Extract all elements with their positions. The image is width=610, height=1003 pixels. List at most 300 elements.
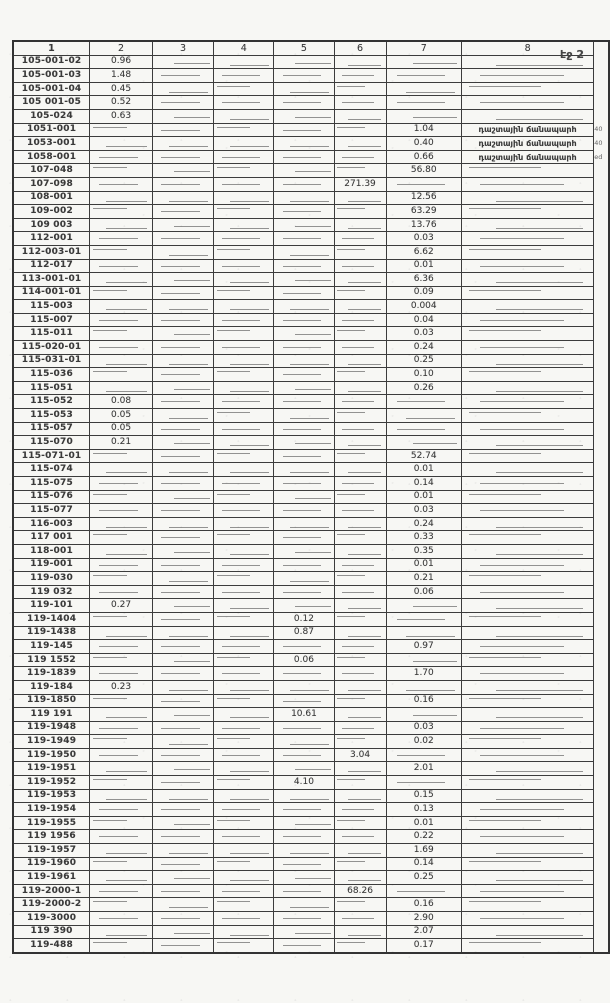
value-cell bbox=[274, 286, 334, 300]
value-cell bbox=[386, 708, 461, 722]
table-row bbox=[13, 477, 609, 491]
value-cell bbox=[214, 884, 274, 898]
value-cell bbox=[90, 273, 153, 287]
value-cell bbox=[274, 789, 334, 803]
value-cell bbox=[334, 123, 386, 137]
value-cell bbox=[152, 748, 213, 762]
value-cell bbox=[214, 123, 274, 137]
value-cell bbox=[152, 205, 213, 219]
row-id-cell: 1053-001 bbox=[13, 137, 90, 151]
table-row bbox=[13, 341, 609, 355]
value-cell: 0.14 bbox=[386, 857, 461, 871]
value-cell bbox=[90, 354, 153, 368]
value-cell bbox=[386, 96, 461, 110]
value-cell: 0.14 bbox=[386, 477, 461, 491]
margin-note bbox=[594, 232, 609, 246]
value-cell bbox=[90, 558, 153, 572]
column-header-1: 1 bbox=[13, 41, 90, 55]
value-cell bbox=[274, 191, 334, 205]
value-cell bbox=[274, 694, 334, 708]
row-id-cell: 119-1850 bbox=[13, 694, 90, 708]
value-cell: 0.25 bbox=[386, 354, 461, 368]
value-cell bbox=[152, 830, 213, 844]
table-row bbox=[13, 300, 609, 314]
value-cell: 0.01 bbox=[386, 816, 461, 830]
value-cell bbox=[90, 123, 153, 137]
value-cell bbox=[334, 830, 386, 844]
value-cell bbox=[461, 109, 593, 123]
row-id-cell: 115-011 bbox=[13, 327, 90, 341]
value-cell bbox=[461, 626, 593, 640]
value-cell bbox=[274, 898, 334, 912]
value-cell bbox=[90, 721, 153, 735]
value-cell bbox=[90, 803, 153, 817]
value-cell bbox=[90, 857, 153, 871]
value-cell bbox=[386, 409, 461, 423]
table-row bbox=[13, 286, 609, 300]
value-cell: 0.16 bbox=[386, 898, 461, 912]
margin-note bbox=[594, 925, 609, 939]
value-cell bbox=[274, 164, 334, 178]
margin-note bbox=[594, 82, 609, 96]
value-cell: 0.08 bbox=[90, 395, 153, 409]
value-cell bbox=[214, 96, 274, 110]
value-cell bbox=[90, 205, 153, 219]
value-cell bbox=[334, 191, 386, 205]
row-id-cell: 115-070 bbox=[13, 436, 90, 450]
table-row bbox=[13, 259, 609, 273]
table-row bbox=[13, 626, 609, 640]
table-row bbox=[13, 803, 609, 817]
value-cell bbox=[334, 803, 386, 817]
value-cell: 0.10 bbox=[386, 368, 461, 382]
value-cell bbox=[461, 599, 593, 613]
value-cell bbox=[334, 898, 386, 912]
value-cell bbox=[274, 177, 334, 191]
value-cell bbox=[90, 286, 153, 300]
value-cell: 0.45 bbox=[90, 82, 153, 96]
value-cell bbox=[334, 69, 386, 83]
value-cell bbox=[334, 694, 386, 708]
value-cell bbox=[274, 857, 334, 871]
value-cell bbox=[334, 55, 386, 69]
table-row bbox=[13, 572, 609, 586]
table-row bbox=[13, 735, 609, 749]
value-cell: 0.27 bbox=[90, 599, 153, 613]
value-cell bbox=[214, 925, 274, 939]
value-cell bbox=[274, 735, 334, 749]
value-cell bbox=[90, 572, 153, 586]
value-cell: 2.01 bbox=[386, 762, 461, 776]
margin-note bbox=[594, 368, 609, 382]
value-cell bbox=[214, 327, 274, 341]
value-cell bbox=[90, 830, 153, 844]
value-cell bbox=[274, 884, 334, 898]
value-cell bbox=[152, 925, 213, 939]
value-cell bbox=[152, 844, 213, 858]
value-cell: 1.04 bbox=[386, 123, 461, 137]
value-cell bbox=[214, 422, 274, 436]
margin-note bbox=[594, 898, 609, 912]
margin-note bbox=[594, 96, 609, 110]
row-id-cell: 115-007 bbox=[13, 313, 90, 327]
value-cell bbox=[152, 69, 213, 83]
row-id-cell: 107-098 bbox=[13, 177, 90, 191]
value-cell bbox=[152, 898, 213, 912]
value-cell bbox=[334, 599, 386, 613]
table-row bbox=[13, 925, 609, 939]
value-cell bbox=[334, 504, 386, 518]
column-header-2: 2 bbox=[90, 41, 153, 55]
margin-spacer bbox=[594, 41, 609, 55]
value-cell bbox=[90, 748, 153, 762]
value-cell: 4.10 bbox=[274, 776, 334, 790]
value-cell bbox=[461, 354, 593, 368]
value-cell bbox=[461, 735, 593, 749]
value-cell bbox=[90, 653, 153, 667]
value-cell bbox=[90, 898, 153, 912]
value-cell: 271.39 bbox=[334, 177, 386, 191]
value-cell: 0.06 bbox=[274, 653, 334, 667]
table-row bbox=[13, 69, 609, 83]
value-cell bbox=[152, 776, 213, 790]
value-cell bbox=[461, 490, 593, 504]
value-cell: 0.52 bbox=[90, 96, 153, 110]
margin-note bbox=[594, 463, 609, 477]
row-id-cell: 105-001-02 bbox=[13, 55, 90, 69]
value-cell bbox=[334, 82, 386, 96]
table-row bbox=[13, 232, 609, 246]
value-cell bbox=[274, 803, 334, 817]
value-cell bbox=[214, 680, 274, 694]
value-cell bbox=[214, 300, 274, 314]
value-cell bbox=[90, 300, 153, 314]
row-id-cell: 105-001-03 bbox=[13, 69, 90, 83]
value-cell bbox=[214, 735, 274, 749]
value-cell bbox=[152, 667, 213, 681]
value-cell bbox=[152, 871, 213, 885]
value-cell bbox=[461, 259, 593, 273]
value-cell bbox=[152, 327, 213, 341]
value-cell bbox=[214, 762, 274, 776]
value-cell bbox=[214, 177, 274, 191]
table-row bbox=[13, 381, 609, 395]
row-id-cell: 115-053 bbox=[13, 409, 90, 423]
value-cell bbox=[214, 313, 274, 327]
column-header-3: 3 bbox=[152, 41, 213, 55]
value-cell bbox=[90, 776, 153, 790]
margin-note bbox=[594, 640, 609, 654]
value-cell bbox=[461, 694, 593, 708]
value-cell bbox=[90, 884, 153, 898]
margin-note bbox=[594, 585, 609, 599]
value-cell bbox=[214, 436, 274, 450]
value-cell bbox=[152, 313, 213, 327]
value-cell bbox=[152, 803, 213, 817]
value-cell bbox=[274, 381, 334, 395]
value-cell bbox=[152, 544, 213, 558]
value-cell bbox=[152, 694, 213, 708]
value-cell bbox=[334, 218, 386, 232]
table-row bbox=[13, 368, 609, 382]
value-cell bbox=[90, 531, 153, 545]
value-cell bbox=[152, 137, 213, 151]
header-row bbox=[13, 41, 609, 55]
row-id-cell: 119-101 bbox=[13, 599, 90, 613]
value-cell: 0.24 bbox=[386, 517, 461, 531]
value-cell bbox=[214, 612, 274, 626]
value-cell: 56.80 bbox=[386, 164, 461, 178]
value-cell bbox=[90, 463, 153, 477]
row-id-cell: 115-036 bbox=[13, 368, 90, 382]
value-cell bbox=[152, 286, 213, 300]
value-cell bbox=[334, 436, 386, 450]
value-cell bbox=[461, 558, 593, 572]
row-id-cell: 117 001 bbox=[13, 531, 90, 545]
value-cell bbox=[90, 381, 153, 395]
value-cell: 0.16 bbox=[386, 694, 461, 708]
value-cell bbox=[274, 150, 334, 164]
value-cell bbox=[214, 939, 274, 953]
value-cell: 13.76 bbox=[386, 218, 461, 232]
value-cell bbox=[461, 273, 593, 287]
value-cell: 68.26 bbox=[334, 884, 386, 898]
value-cell bbox=[386, 69, 461, 83]
margin-note bbox=[594, 381, 609, 395]
value-cell bbox=[214, 504, 274, 518]
value-cell bbox=[334, 449, 386, 463]
value-cell bbox=[386, 776, 461, 790]
margin-note bbox=[594, 109, 609, 123]
value-cell bbox=[334, 653, 386, 667]
value-cell: 0.24 bbox=[386, 341, 461, 355]
value-cell bbox=[90, 368, 153, 382]
value-cell bbox=[274, 667, 334, 681]
value-cell bbox=[152, 735, 213, 749]
row-id-cell: 115-074 bbox=[13, 463, 90, 477]
value-cell bbox=[152, 626, 213, 640]
value-cell bbox=[214, 55, 274, 69]
value-cell bbox=[461, 381, 593, 395]
value-cell bbox=[461, 667, 593, 681]
value-cell bbox=[152, 612, 213, 626]
value-cell bbox=[214, 273, 274, 287]
value-cell: 0.03 bbox=[386, 721, 461, 735]
value-cell bbox=[461, 572, 593, 586]
value-cell bbox=[461, 857, 593, 871]
value-cell bbox=[334, 844, 386, 858]
value-cell bbox=[214, 341, 274, 355]
value-cell bbox=[214, 816, 274, 830]
value-cell: 0.97 bbox=[386, 640, 461, 654]
value-cell bbox=[334, 205, 386, 219]
value-cell bbox=[152, 708, 213, 722]
value-cell bbox=[274, 55, 334, 69]
value-cell bbox=[152, 245, 213, 259]
value-cell: 0.03 bbox=[386, 327, 461, 341]
value-cell bbox=[152, 218, 213, 232]
value-cell: 63.29 bbox=[386, 205, 461, 219]
margin-note: 40 bbox=[594, 125, 603, 134]
row-id-cell: 119-1404 bbox=[13, 612, 90, 626]
table-row bbox=[13, 748, 609, 762]
value-cell bbox=[274, 871, 334, 885]
value-cell bbox=[152, 517, 213, 531]
table-row bbox=[13, 844, 609, 858]
margin-note bbox=[594, 612, 609, 626]
row-id-cell: 119-145 bbox=[13, 640, 90, 654]
value-cell bbox=[214, 857, 274, 871]
table-row bbox=[13, 816, 609, 830]
value-cell bbox=[214, 721, 274, 735]
value-cell bbox=[386, 653, 461, 667]
row-id-cell: 114-001-01 bbox=[13, 286, 90, 300]
value-cell bbox=[461, 789, 593, 803]
value-cell bbox=[90, 477, 153, 491]
value-cell bbox=[90, 585, 153, 599]
value-cell bbox=[386, 422, 461, 436]
value-cell bbox=[152, 381, 213, 395]
value-cell bbox=[214, 463, 274, 477]
row-id-cell: 119-3000 bbox=[13, 912, 90, 926]
value-cell bbox=[334, 490, 386, 504]
value-cell bbox=[334, 368, 386, 382]
value-cell bbox=[214, 150, 274, 164]
value-cell bbox=[461, 612, 593, 626]
row-id-cell: 115-003 bbox=[13, 300, 90, 314]
margin-note bbox=[594, 667, 609, 681]
value-cell bbox=[386, 436, 461, 450]
table-row bbox=[13, 150, 609, 164]
value-cell bbox=[334, 409, 386, 423]
value-cell: դաշտային ճանապարհ bbox=[461, 150, 593, 164]
row-id-cell: 107-048 bbox=[13, 164, 90, 178]
row-id-cell: 105 001-05 bbox=[13, 96, 90, 110]
value-cell bbox=[461, 871, 593, 885]
table-row bbox=[13, 218, 609, 232]
value-cell: 0.21 bbox=[90, 436, 153, 450]
value-cell: 0.23 bbox=[90, 680, 153, 694]
table-row bbox=[13, 395, 609, 409]
margin-note bbox=[594, 789, 609, 803]
row-id-cell: 115-057 bbox=[13, 422, 90, 436]
value-cell bbox=[386, 599, 461, 613]
value-cell bbox=[461, 422, 593, 436]
value-cell bbox=[214, 395, 274, 409]
value-cell bbox=[214, 544, 274, 558]
margin-note bbox=[594, 436, 609, 450]
value-cell bbox=[461, 544, 593, 558]
table-row bbox=[13, 490, 609, 504]
table-row bbox=[13, 137, 609, 151]
value-cell bbox=[90, 137, 153, 151]
value-cell bbox=[274, 82, 334, 96]
value-cell bbox=[274, 544, 334, 558]
value-cell bbox=[214, 531, 274, 545]
value-cell bbox=[461, 517, 593, 531]
row-id-cell: 109 003 bbox=[13, 218, 90, 232]
value-cell bbox=[152, 939, 213, 953]
row-id-cell: 119-1949 bbox=[13, 735, 90, 749]
value-cell bbox=[274, 748, 334, 762]
row-id-cell: 119-1952 bbox=[13, 776, 90, 790]
row-id-cell: 116-003 bbox=[13, 517, 90, 531]
value-cell bbox=[152, 762, 213, 776]
value-cell: 0.004 bbox=[386, 300, 461, 314]
value-cell bbox=[214, 409, 274, 423]
value-cell bbox=[274, 205, 334, 219]
value-cell bbox=[152, 164, 213, 178]
value-cell bbox=[274, 721, 334, 735]
table-body bbox=[13, 55, 609, 953]
value-cell: 0.05 bbox=[90, 422, 153, 436]
value-cell bbox=[152, 857, 213, 871]
value-cell bbox=[461, 531, 593, 545]
value-cell bbox=[152, 585, 213, 599]
value-cell bbox=[152, 721, 213, 735]
value-cell bbox=[214, 844, 274, 858]
value-cell bbox=[214, 803, 274, 817]
value-cell bbox=[90, 341, 153, 355]
value-cell bbox=[214, 354, 274, 368]
margin-note bbox=[594, 721, 609, 735]
value-cell bbox=[214, 259, 274, 273]
value-cell bbox=[274, 354, 334, 368]
value-cell bbox=[461, 776, 593, 790]
value-cell: 3.04 bbox=[334, 748, 386, 762]
row-id-cell: 115-077 bbox=[13, 504, 90, 518]
value-cell bbox=[214, 667, 274, 681]
value-cell bbox=[214, 776, 274, 790]
row-id-cell: 119-1953 bbox=[13, 789, 90, 803]
value-cell bbox=[90, 177, 153, 191]
row-id-cell: 115-071-01 bbox=[13, 449, 90, 463]
value-cell bbox=[90, 708, 153, 722]
value-cell: 0.05 bbox=[90, 409, 153, 423]
value-cell: 0.66 bbox=[386, 150, 461, 164]
value-cell bbox=[152, 449, 213, 463]
table-row bbox=[13, 409, 609, 423]
row-id-cell: 119-488 bbox=[13, 939, 90, 953]
value-cell bbox=[214, 449, 274, 463]
margin-note bbox=[594, 69, 609, 83]
table-row bbox=[13, 422, 609, 436]
table-row bbox=[13, 123, 609, 137]
margin-note bbox=[594, 708, 609, 722]
row-id-cell: 105-001-04 bbox=[13, 82, 90, 96]
value-cell: 0.26 bbox=[386, 381, 461, 395]
table-row bbox=[13, 694, 609, 708]
value-cell bbox=[334, 939, 386, 953]
table-row bbox=[13, 830, 609, 844]
value-cell bbox=[334, 667, 386, 681]
value-cell: 0.13 bbox=[386, 803, 461, 817]
value-cell bbox=[461, 82, 593, 96]
value-cell bbox=[386, 680, 461, 694]
value-cell bbox=[334, 585, 386, 599]
value-cell bbox=[461, 640, 593, 654]
value-cell bbox=[461, 477, 593, 491]
value-cell: 0.21 bbox=[386, 572, 461, 586]
row-id-cell: 115-051 bbox=[13, 381, 90, 395]
value-cell bbox=[334, 245, 386, 259]
value-cell: 12.56 bbox=[386, 191, 461, 205]
value-cell bbox=[334, 259, 386, 273]
value-cell bbox=[461, 232, 593, 246]
value-cell bbox=[274, 69, 334, 83]
value-cell bbox=[334, 789, 386, 803]
margin-note bbox=[594, 449, 609, 463]
